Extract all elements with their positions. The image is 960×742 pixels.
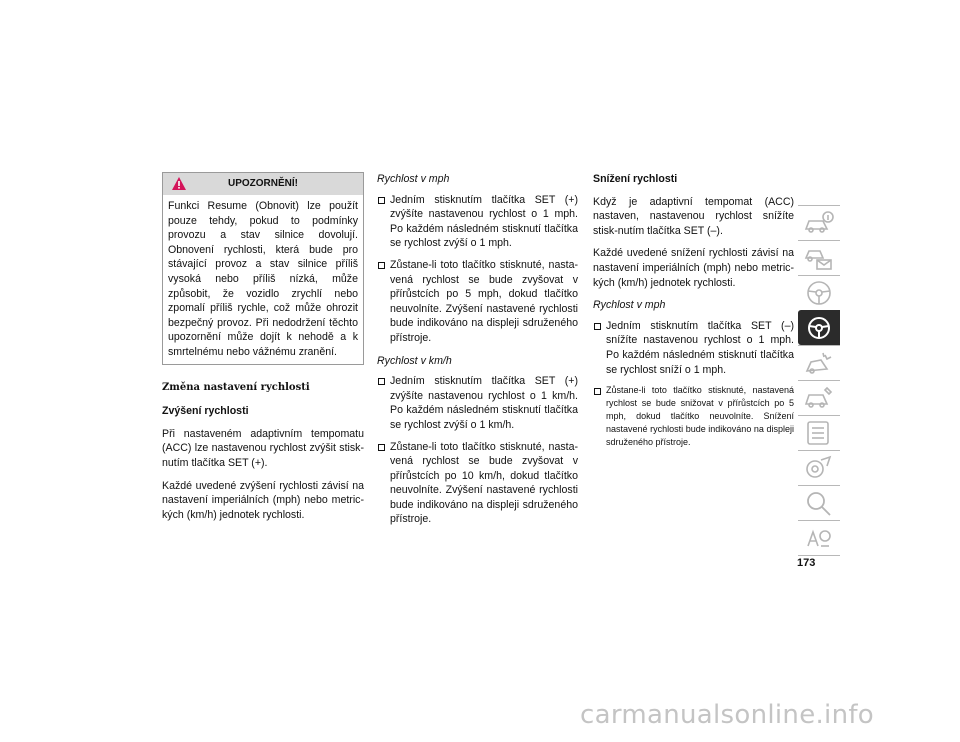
list-item: Jedním stisknutím tlačítka SET (+) zvýšíte nastavenou rychlost o 1 km/h. Po každém následném stisknutí tlačítka se rychlost zvýší o 1 km/h. — [377, 374, 578, 432]
increase-paragraph-2: Každé uvedené zvýšení rychlosti závisí na nastavení imperiálních (mph) nebo metric-kých (km/h) jednotek rychlosti. — [162, 479, 364, 521]
mph-increase-list — [377, 193, 578, 346]
steering-wheel-icon — [803, 279, 835, 307]
warning-triangle-icon — [171, 176, 187, 191]
list-item: Zůstane-li toto tlačítko stisknuté, nasta-vená rychlost se bude zvyšovat v přírůstcích po 10 km/h, dokud tlačítko neuvolníte. Zvýšení nastavené rychlosti bude indikováno na displeji sdruženého přístroje. — [377, 440, 578, 528]
tab-car-info[interactable] — [798, 205, 840, 240]
tabs-bottom-rule — [798, 555, 840, 556]
steering-wheel-icon — [803, 314, 835, 342]
section-title: Změna nastavení rychlosti — [162, 381, 310, 393]
column-1 — [162, 172, 364, 530]
column-2 — [377, 172, 578, 535]
warning-title: UPOZORNĚNÍ! — [228, 178, 298, 189]
list-item: Zůstane-li toto tlačítko stisknuté, nasta-vená rychlost se bude zvyšovat v přírůstcích po 5 mph, dokud tlačítko neuvolníte. Zvýšení nastavené rychlosti bude indikováno na displeji sdruženého přístroje. — [377, 258, 578, 346]
mph-decrease-title: Rychlost v mph — [593, 299, 666, 312]
warning-header — [163, 173, 363, 195]
page-number: 173 — [797, 557, 816, 569]
kmh-increase-list — [377, 374, 578, 527]
tab-search[interactable] — [798, 485, 840, 520]
mph-decrease-list — [593, 319, 794, 449]
car-mail-icon — [803, 244, 835, 272]
list-item: Jedním stisknutím tlačítka SET (+) zvýšíte nastavenou rychlost o 1 mph. Po každém následném stisknutí tlačítka se rychlost zvýší o 1 mph. — [377, 193, 578, 251]
decrease-paragraph-1: Když je adaptivní tempomat (ACC) nastaven, nastavenou rychlost snížíte stisk-nutím tlačítka SET (–). — [593, 195, 794, 237]
increase-paragraph-1: Při nastaveném adaptivním tempomatu (ACC) lze nastavenou rychlost zvýšit stisk-nutím tlačítka SET (+). — [162, 427, 364, 469]
decrease-paragraph-2: Každé uvedené snížení rychlosti závisí na nastavení imperiálních (mph) nebo metric-kých (km/h) jednotek rychlosti. — [593, 247, 794, 289]
tab-car-tools[interactable] — [798, 450, 840, 485]
decrease-title: Snížení rychlosti — [593, 173, 678, 185]
tab-crash[interactable] — [798, 345, 840, 380]
mph-increase-title: Rychlost v mph — [377, 173, 450, 185]
index-icon — [803, 524, 835, 552]
warning-body — [163, 195, 363, 364]
tab-checklist[interactable] — [798, 415, 840, 450]
chapter-tabs — [798, 205, 840, 556]
crash-icon — [803, 349, 835, 377]
list-item: Jedním stisknutím tlačítka SET (–) snížíte nastavenou rychlost o 1 mph. Po každém následném stisknutí tlačítka se rychlost sníží o 1 mph. — [593, 319, 794, 377]
car-tools-icon — [803, 454, 835, 482]
car-service-icon — [803, 384, 835, 412]
tab-car-service[interactable] — [798, 380, 840, 415]
column-3 — [593, 172, 794, 457]
kmh-increase-title: Rychlost v km/h — [377, 354, 452, 367]
checklist-icon — [803, 419, 835, 447]
tab-driving-active[interactable] — [798, 310, 840, 345]
tab-steering[interactable] — [798, 275, 840, 310]
warning-text: Funkci Resume (Obnovit) lze použít pouze tehdy, pokud to podmínky provozu a stav silnice dovolují. Obnovení rychlosti, která bude pro stávající provoz a stav silnice příliš vysoká nebo příliš nízká, může způsobit, že vozidlo zrychlí nebo zpomalí příliš rychle, což může ohrozit bezpečný provoz. Při nedodržení těchto upozornění může dojít k nehodě a k smrtelnému nebo vážnému zranění. — [168, 200, 358, 358]
watermark: carmanualsonline.info — [580, 700, 875, 730]
car-info-icon — [803, 209, 835, 237]
tab-index[interactable] — [798, 520, 840, 555]
tab-car-mail[interactable] — [798, 240, 840, 275]
warning-box — [162, 172, 364, 365]
increase-title: Zvýšení rychlosti — [162, 405, 249, 418]
magnifier-icon — [803, 489, 835, 517]
list-item: Zůstane-li toto tlačítko stisknuté, nastavená rychlost se bude snižovat v přírůstcích po 5 mph, dokud tlačítko neuvolníte. Snížení nastavené rychlosti bude indikováno na displeji sdruženého přístroje. — [593, 384, 794, 449]
